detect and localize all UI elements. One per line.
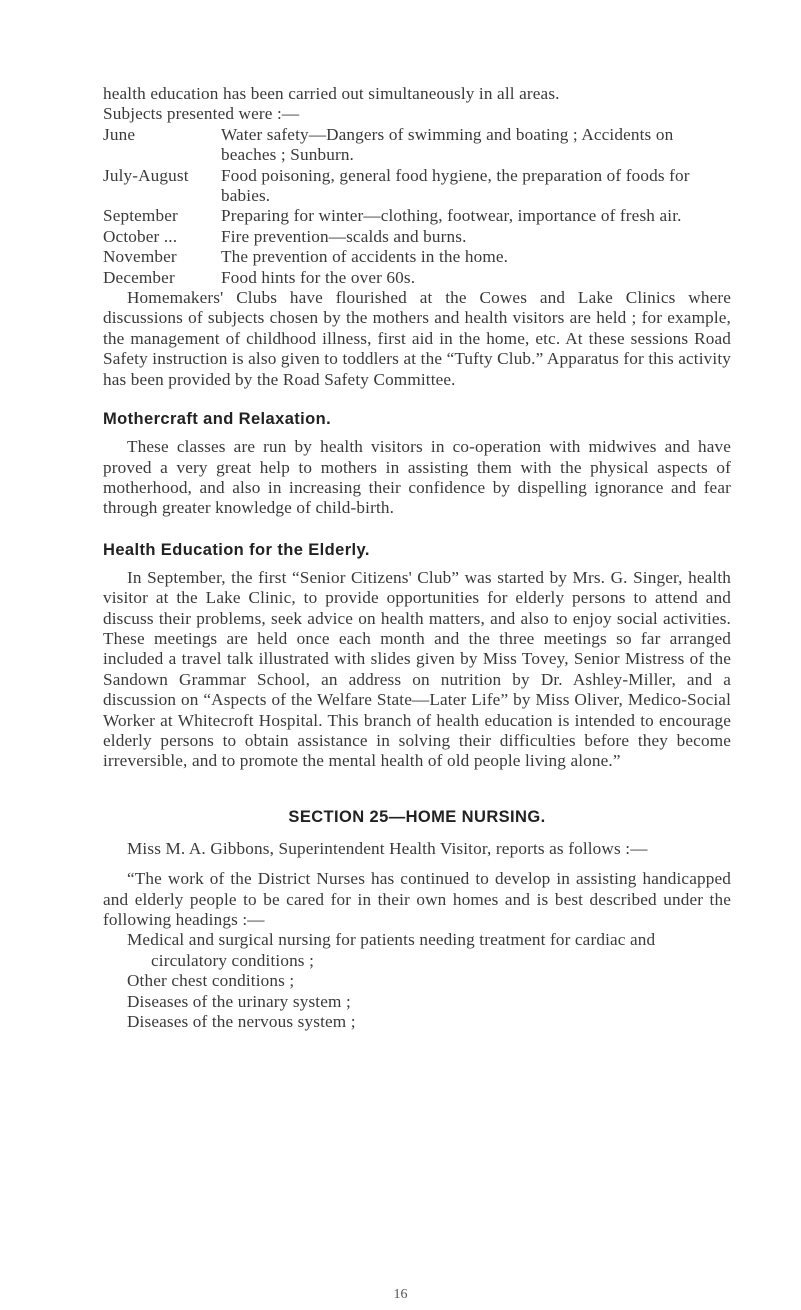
schedule-month: December xyxy=(103,267,175,287)
schedule-topic: The prevention of accidents in the home. xyxy=(221,247,509,267)
mothercraft-heading: Mothercraft and Relaxation. xyxy=(103,410,332,429)
elderly-paragraph: In September, the first “Senior Citizens' Club” was started by Mrs. G. Singer, health visitor at the Lake Clinic, to provide opportunities for elderly persons to attend and discuss their problems, seek advice on health matters, and also to enjoy social activities. These meetings are held once each month and the three meetings so far arranged included a travel talk illustrated with slides given by Miss Tovey, Senior Mistress of the Sandown Grammar School, an address on nutrition by Dr. Ashley-Miller, and a discussion on “Aspects of the Welfare State—Later Life” by Miss Oliver, Medico-Social Worker at Whitecroft Hospital. This branch of health education is intended to encourage elderly persons to obtain assistance in solving their difficulties before they become irreversible, and to promote the mental health of old people living alone.” xyxy=(103,567,731,771)
intro-line-2: Subjects presented were :— xyxy=(103,104,300,124)
schedule-topic: Water safety—Dangers of swimming and boating ; Accidents on beaches ; Sunburn. xyxy=(221,124,674,165)
section-25-title: SECTION 25—HOME NURSING. xyxy=(288,807,546,826)
schedule-row xyxy=(103,247,731,267)
schedule-row xyxy=(103,227,731,247)
page-number: 16 xyxy=(393,1287,408,1302)
list-item: Other chest conditions ; xyxy=(127,971,295,991)
elderly-heading: Health Education for the Elderly. xyxy=(103,540,370,559)
list-item: Medical and surgical nursing for patients needing treatment for cardiac and circulatory conditions ; xyxy=(127,930,656,970)
schedule-month: June xyxy=(103,124,136,144)
homemakers-paragraph: Homemakers' Clubs have flourished at the Cowes and Lake Clinics where discussions of subjects chosen by the mothers and health visitors are held ; for example, the management of childhood illness, first aid in the home, etc. At these sessions Road Safety instruction is also given to toddlers at the “Tufty Club.” Apparatus for this activity has been provided by the Road Safety Committee. xyxy=(103,288,731,389)
schedule-month: October ... xyxy=(103,226,178,246)
schedule-topic: Food poisoning, general food hygiene, the preparation of foods for babies. xyxy=(221,165,690,206)
nursing-headings-list xyxy=(103,930,731,1032)
schedule-topic: Food hints for the over 60s. xyxy=(221,267,416,287)
section-25-intro: Miss M. A. Gibbons, Superintendent Health Visitor, reports as follows :— xyxy=(127,838,648,858)
schedule-row xyxy=(103,206,731,226)
list-item: Diseases of the urinary system ; xyxy=(127,991,351,1011)
schedule-topic: Preparing for winter—clothing, footwear, importance of fresh air. xyxy=(221,206,682,226)
intro-line-1: health education has been carried out simultaneously in all areas. xyxy=(103,84,560,103)
schedule-month: July-August xyxy=(103,165,189,185)
schedule-row xyxy=(103,268,731,288)
schedule-month: November xyxy=(103,247,177,267)
subjects-schedule xyxy=(103,125,731,288)
schedule-topic: Fire prevention—scalds and burns. xyxy=(221,226,467,246)
mothercraft-paragraph: These classes are run by health visitors in co-operation with midwives and have proved a very great help to mothers in assisting them with the physical aspects of motherhood, and also in increasing their confidence by dispelling ignorance and fear through greater knowledge of child-birth. xyxy=(103,437,731,518)
schedule-month: September xyxy=(103,206,178,226)
list-item: Diseases of the nervous system ; xyxy=(127,1012,356,1032)
schedule-row xyxy=(103,125,731,166)
section-25-quote: “The work of the District Nurses has continued to develop in assisting handicapped and elderly people to be cared for in their own homes and is best described under the following headings :— xyxy=(103,869,731,929)
schedule-row xyxy=(103,166,731,207)
